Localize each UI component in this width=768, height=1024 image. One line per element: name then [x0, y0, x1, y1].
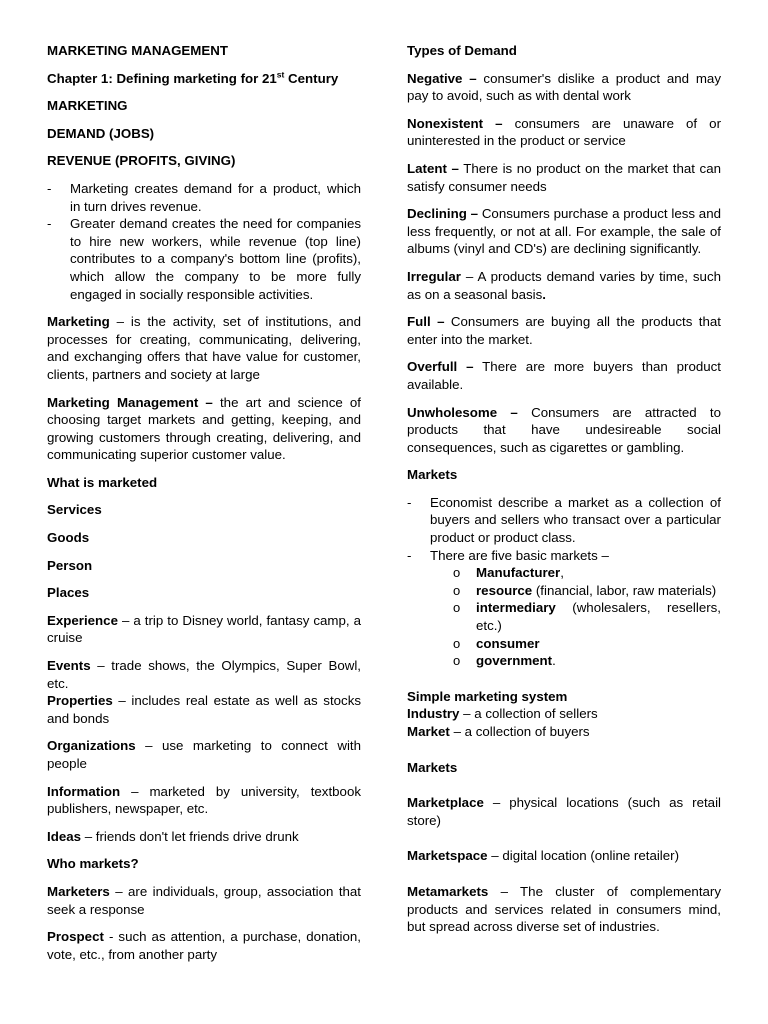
right-column [407, 42, 721, 936]
item-prospect: Prospect - such as attention, a purchase, donation, vote, etc., from another party [47, 929, 361, 962]
item-marketplace: Marketplace – physical locations (such as retail store) [407, 795, 721, 828]
item-industry: Industry – a collection of sellers [407, 706, 598, 722]
item-marketers: Marketers – are individuals, group, association that seek a response [47, 883, 361, 917]
demand-unwholesome: Unwholesome – Consumers are attracted to products that have undesireable social consequences, such as cigarettes or gambling. [407, 404, 721, 455]
list-item: - Economist describe a market as a collection of buyers and sellers who transact over a particular product or product class. [407, 494, 721, 547]
item-properties: Properties – includes real estate as well as stocks and bonds [47, 693, 361, 726]
heading-revenue: REVENUE (PROFITS, GIVING) [47, 153, 236, 169]
heading-markets: Markets [407, 467, 458, 483]
list-item: - Greater demand creates the need for companies to hire new workers, while revenue (top line) contributes to a company's bottom line (profits), which allow the company to be more fully engaged in socially responsible activities. [47, 215, 361, 303]
markets-bullets [407, 494, 721, 670]
intro-bullets [47, 180, 361, 303]
item-information: Information – marketed by university, textbook publishers, newspaper, etc. [47, 783, 361, 817]
item-places: Places [47, 585, 90, 601]
item-organizations: Organizations – use marketing to connect with people [47, 738, 361, 771]
demand-declining: Declining – Consumers purchase a product less and less frequently, or not at all. For example, the sale of albums (vinyl and CD's) are declining significantly. [407, 206, 721, 257]
item-goods: Goods [47, 530, 90, 546]
heading-what-is-marketed: What is marketed [47, 474, 158, 490]
left-column [47, 42, 361, 963]
sub-list-item: o intermediary (wholesalers, resellers, etc.) [407, 599, 721, 634]
heading-simple-marketing-system: Simple marketing system [407, 688, 568, 704]
doc-title: MARKETING MANAGEMENT [47, 43, 228, 58]
demand-negative: Negative – consumer's dislike a product and may pay to avoid, such as with dental work [407, 70, 721, 104]
sub-list-item: o Manufacturer, [407, 564, 721, 582]
item-marketspace: Marketspace – digital location (online retailer) [407, 848, 680, 864]
item-events: Events – trade shows, the Olympics, Super Bowl, etc. [47, 658, 361, 691]
heading-who-markets: Who markets? [47, 856, 139, 872]
demand-irregular: Irregular – A products demand varies by time, such as on a seasonal basis. [407, 268, 721, 302]
item-ideas: Ideas – friends don't let friends drive drunk [47, 828, 299, 844]
heading-marketing: MARKETING [47, 98, 128, 114]
definition-marketing-management: Marketing Management – the art and science of choosing target markets and getting, keeping, and growing customers through creating, delivering, and communicating superior customer value. [47, 394, 361, 463]
item-person: Person [47, 557, 93, 573]
demand-nonexistent: Nonexistent – consumers are unaware of or uninterested in the product or service [407, 115, 721, 149]
demand-full: Full – Consumers are buying all the products that enter into the market. [407, 314, 721, 347]
sub-list-item: o government. [407, 652, 721, 670]
heading-markets-2: Markets [407, 759, 458, 775]
definition-marketing: Marketing – is the activity, set of institutions, and processes for creating, communicating, delivering, and exchanging offers that have value for customer, clients, partners and society at large [47, 314, 361, 382]
item-experience: Experience – a trip to Disney world, fantasy camp, a cruise [47, 612, 361, 646]
item-metamarkets: Metamarkets – The cluster of complementary products and services related in consumers mind, but spread across diverse set of industries. [407, 883, 721, 935]
demand-latent: Latent – There is no product on the market that can satisfy consumer needs [407, 160, 721, 194]
list-item: - Marketing creates demand for a product, which in turn drives revenue. [47, 180, 361, 215]
sub-list-item: o resource (financial, labor, raw materials) [407, 582, 721, 600]
list-item: - There are five basic markets – [407, 547, 721, 565]
chapter-heading: Chapter 1: Defining marketing for 21st Century [47, 69, 339, 86]
item-services: Services [47, 502, 102, 518]
heading-types-of-demand: Types of Demand [407, 43, 517, 58]
sub-list-item: o consumer [407, 635, 721, 653]
demand-overfull: Overfull – There are more buyers than product available. [407, 359, 721, 392]
heading-demand: DEMAND (JOBS) [47, 125, 155, 141]
item-market: Market – a collection of buyers [407, 724, 590, 739]
